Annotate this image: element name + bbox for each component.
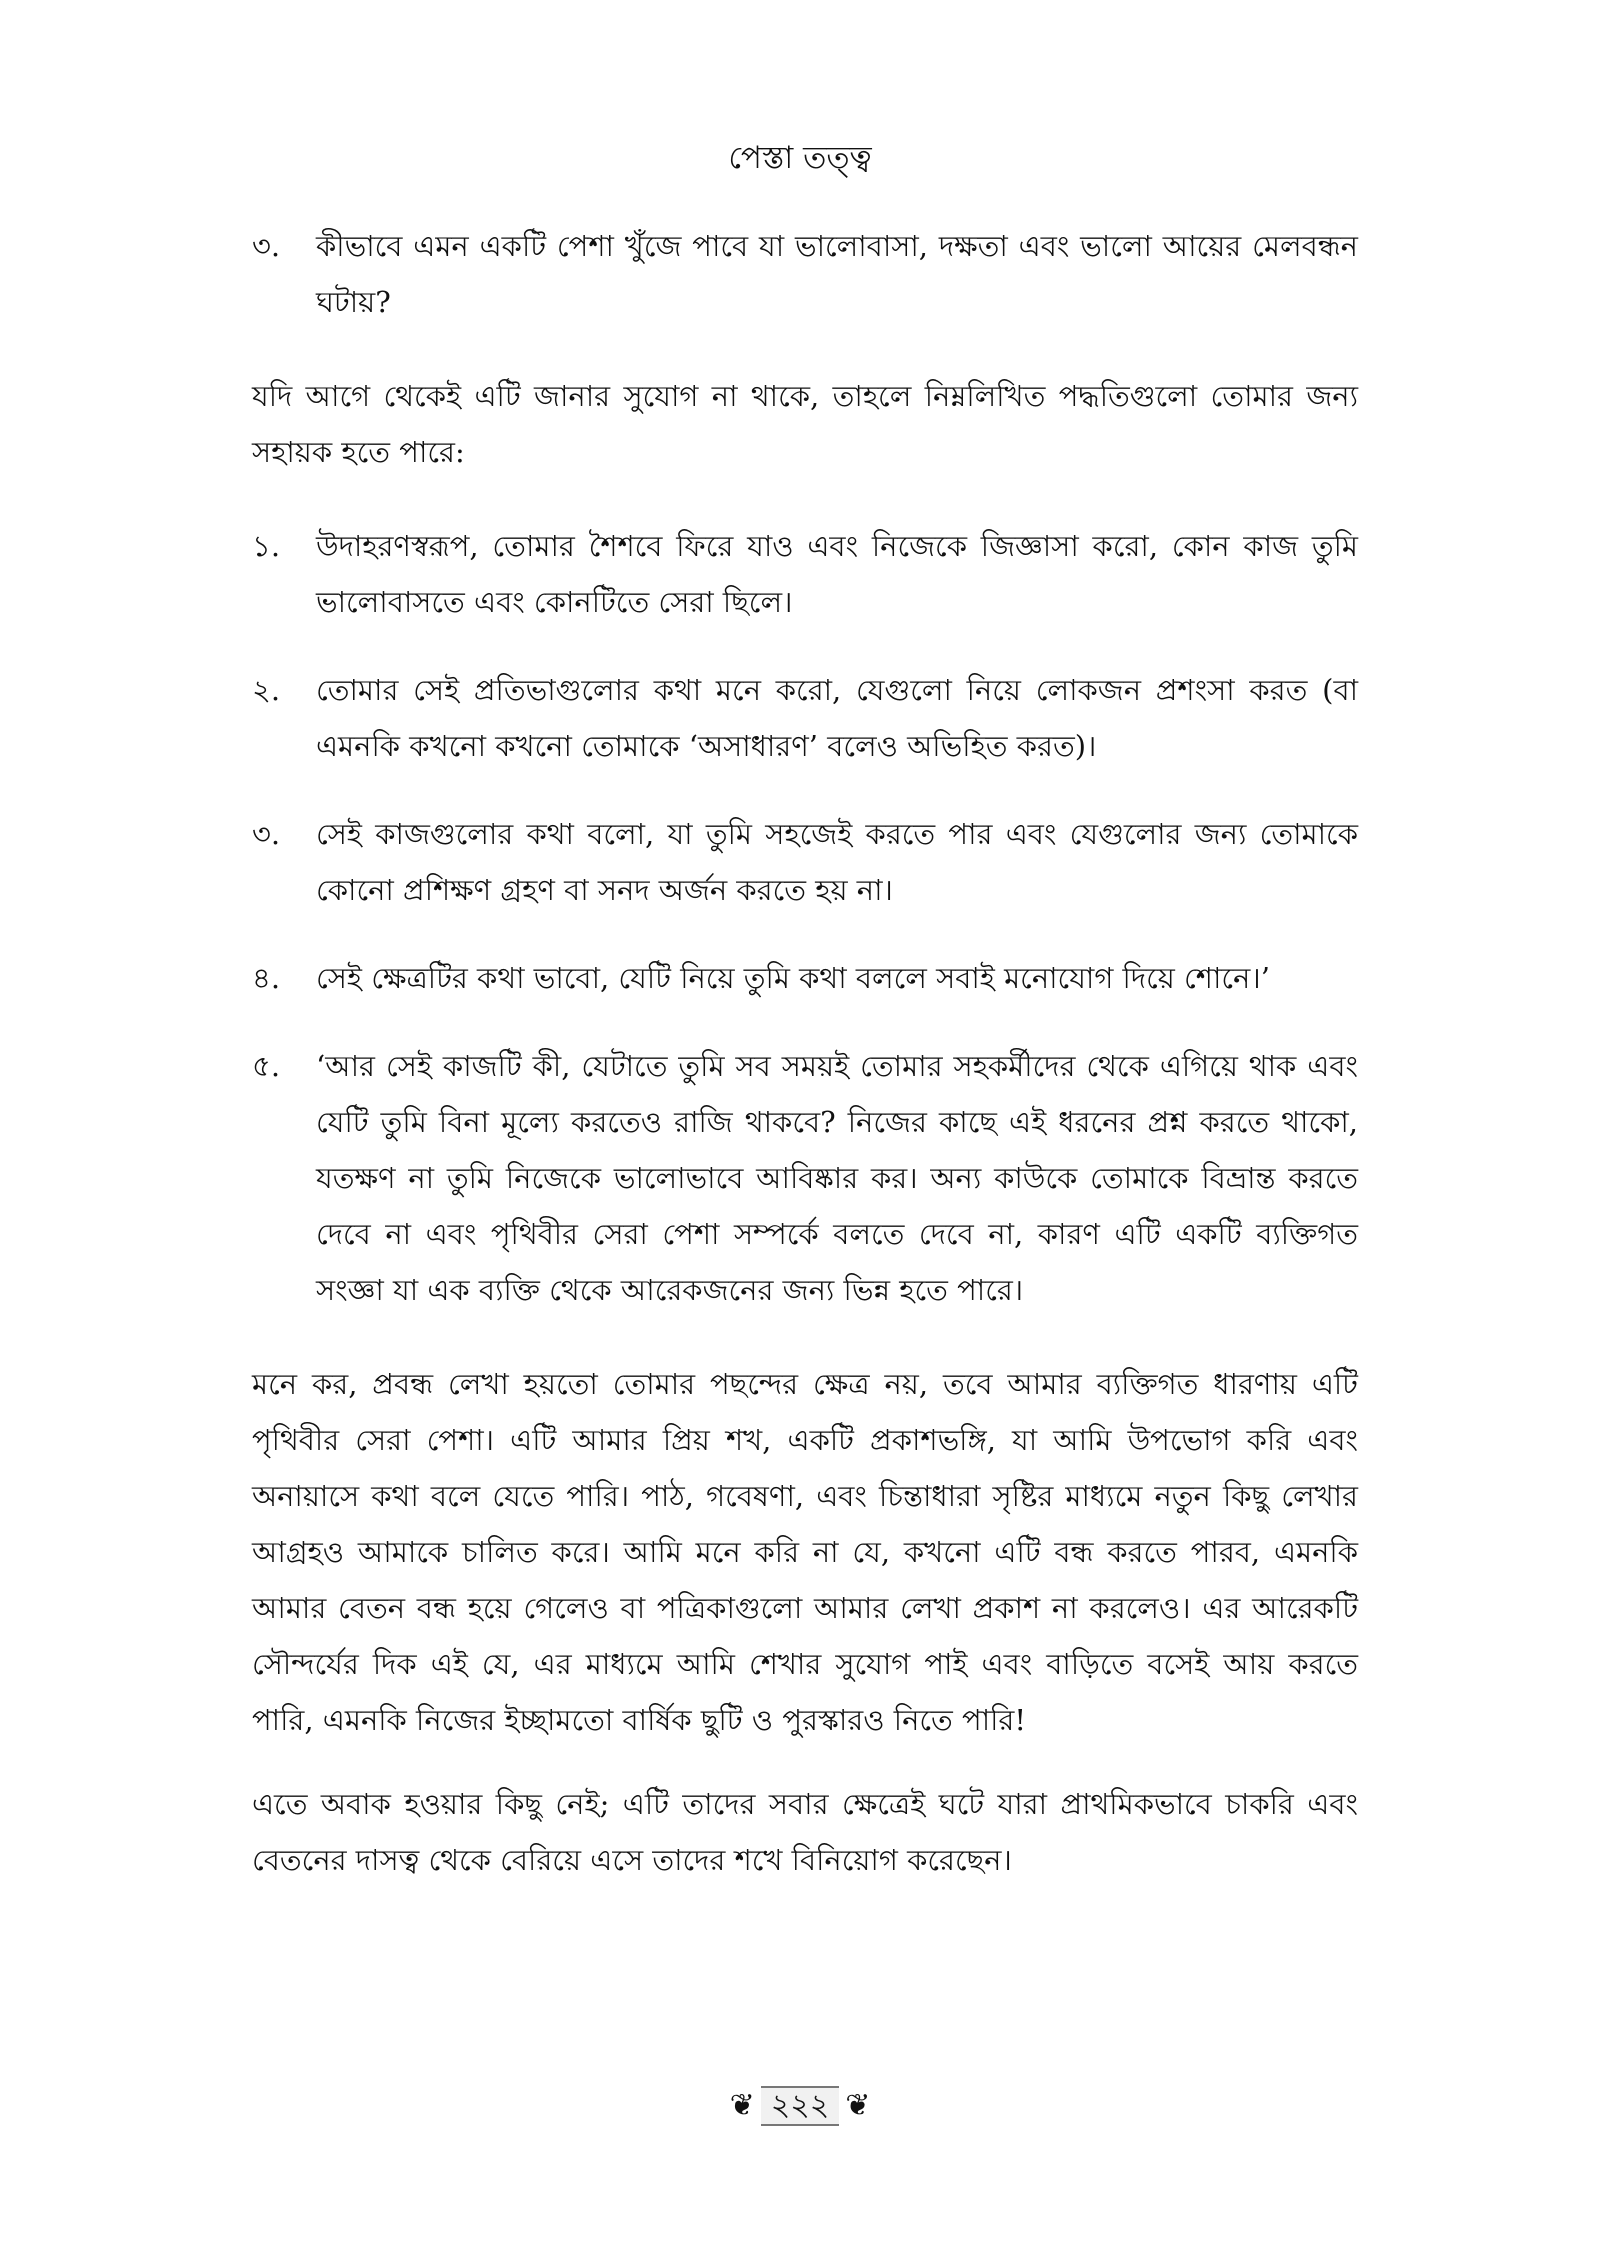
list-number: ১.	[252, 529, 281, 563]
page-body	[252, 218, 1358, 1888]
page-number: ২২২	[761, 2086, 840, 2126]
list-item	[252, 950, 1358, 1006]
list-item	[252, 806, 1358, 918]
list-item	[252, 518, 1358, 630]
intro-paragraph: যদি আগে থেকেই এটি জানার সুযোগ না থাকে, তাহলে নিম্নলিখিত পদ্ধতিগুলো তোমার জন্য সহায়ক হতে পারে:	[252, 379, 1358, 469]
list-number: ৫.	[252, 1049, 281, 1083]
list-text: সেই ক্ষেত্রটির কথা ভাবো, যেটি নিয়ে তুমি কথা বললে সবাই মনোযোগ দিয়ে শোনে।’	[316, 961, 1270, 995]
list-item	[252, 662, 1358, 774]
list-text: তোমার সেই প্রতিভাগুলোর কথা মনে করো, যেগুলো নিয়ে লোকজন প্রশংসা করত (বা এমনকি কখনো কখনো তোমাকে ‘অসাধারণ’ বলেও অভিহিত করত)।	[316, 673, 1358, 763]
list-number: ৪.	[252, 961, 281, 995]
ornament-left-icon: ❦	[729, 2088, 755, 2123]
list-item	[252, 1038, 1358, 1318]
list-text: উদাহরণস্বরূপ, তোমার শৈশবে ফিরে যাও এবং নিজেকে জিজ্ঞাসা করো, কোন কাজ তুমি ভালোবাসতে এবং কোনটিতে সেরা ছিলে।	[316, 529, 1358, 619]
list-number: ৩.	[252, 229, 281, 263]
body-paragraph: এতে অবাক হওয়ার কিছু নেই; এটি তাদের সবার ক্ষেত্রেই ঘটে যারা প্রাথমিকভাবে চাকরি এবং বেতনের দাসত্ব থেকে বেরিয়ে এসে তাদের শখে বিনিয়োগ করেছেন।	[252, 1787, 1358, 1877]
list-item	[252, 218, 1358, 330]
list-number: ৩.	[252, 817, 281, 851]
list-text: সেই কাজগুলোর কথা বলো, যা তুমি সহজেই করতে পার এবং যেগুলোর জন্য তোমাকে কোনো প্রশিক্ষণ গ্রহণ বা সনদ অর্জন করতে হয় না।	[316, 817, 1358, 907]
list-text: কীভাবে এমন একটি পেশা খুঁজে পাবে যা ভালোবাসা, দক্ষতা এবং ভালো আয়ের মেলবন্ধন ঘটায়?	[316, 229, 1358, 319]
question-list	[252, 218, 1358, 330]
body-paragraph: মনে কর, প্রবন্ধ লেখা হয়তো তোমার পছন্দের ক্ষেত্র নয়, তবে আমার ব্যক্তিগত ধারণায় এটি পৃথিবীর সেরা পেশা। এটি আমার প্রিয় শখ, একটি প্রকাশভঙ্গি, যা আমি উপভোগ করি এবং অনায়াসে কথা বলে যেতে পারি। পাঠ, গবেষণা, এবং চিন্তাধারা সৃষ্টির মাধ্যমে নতুন কিছু লেখার আগ্রহও আমাকে চালিত করে। আমি মনে করি না যে, কখনো এটি বন্ধ করতে পারব, এমনকি আমার বেতন বন্ধ হয়ে গেলেও বা পত্রিকাগুলো আমার লেখা প্রকাশ না করলেও। এর আরেকটি সৌন্দর্যের দিক এই যে, এর মাধ্যমে আমি শেখার সুযোগ পাই এবং বাড়িতে বসেই আয় করতে পারি, এমনকি নিজের ইচ্ছামতো বার্ষিক ছুটি ও পুরস্কারও নিতে পারি!	[252, 1367, 1358, 1737]
list-text: ‘আর সেই কাজটি কী, যেটাতে তুমি সব সময়ই তোমার সহকর্মীদের থেকে এগিয়ে থাক এবং যেটি তুমি বিনা মূল্যে করতেও রাজি থাকবে? নিজের কাছে এই ধরনের প্রশ্ন করতে থাকো, যতক্ষণ না তুমি নিজেকে ভালোভাবে আবিষ্কার কর। অন্য কাউকে তোমাকে বিভ্রান্ত করতে দেবে না এবং পৃথিবীর সেরা পেশা সম্পর্কে বলতে দেবে না, কারণ এটি একটি ব্যক্তিগত সংজ্ঞা যা এক ব্যক্তি থেকে আরেকজনের জন্য ভিন্ন হতে পারে।	[316, 1049, 1358, 1307]
method-list	[252, 518, 1358, 1318]
page-footer	[0, 2086, 1600, 2126]
list-number: ২.	[252, 673, 281, 707]
running-header: পেস্তা তত্ত্ব	[728, 140, 872, 176]
ornament-right-icon: ❦	[845, 2088, 871, 2123]
